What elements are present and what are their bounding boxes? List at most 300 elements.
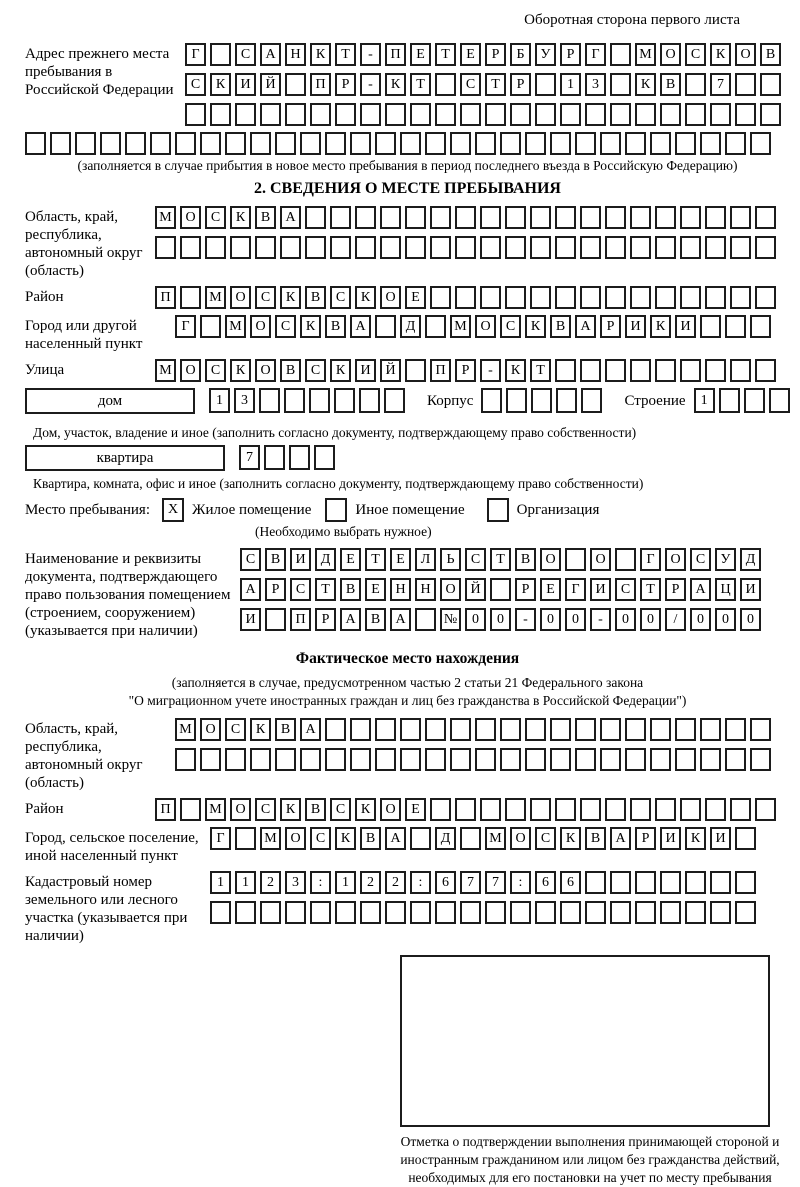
char-cell[interactable]: Р <box>315 608 336 631</box>
char-cell[interactable] <box>505 236 526 259</box>
char-cell[interactable]: О <box>665 548 686 571</box>
char-cell[interactable]: В <box>550 315 571 338</box>
char-cell[interactable]: Р <box>510 73 531 96</box>
char-cell[interactable] <box>500 748 521 771</box>
char-cell[interactable] <box>480 206 501 229</box>
char-cell[interactable] <box>505 206 526 229</box>
char-cell[interactable]: М <box>155 206 176 229</box>
char-cell[interactable]: 1 <box>210 871 231 894</box>
char-cell[interactable]: О <box>230 798 251 821</box>
char-cell[interactable] <box>410 103 431 126</box>
char-cell[interactable] <box>550 132 571 155</box>
char-cell[interactable]: А <box>390 608 411 631</box>
char-cell[interactable] <box>605 798 626 821</box>
char-cell[interactable]: О <box>200 718 221 741</box>
char-cell[interactable]: К <box>710 43 731 66</box>
char-cell[interactable]: С <box>330 286 351 309</box>
char-cell[interactable]: Е <box>405 286 426 309</box>
char-cell[interactable]: К <box>230 359 251 382</box>
char-cell[interactable]: Е <box>405 798 426 821</box>
char-cell[interactable] <box>275 748 296 771</box>
char-cell[interactable] <box>265 608 286 631</box>
char-cell[interactable] <box>180 798 201 821</box>
char-cell[interactable] <box>580 286 601 309</box>
char-cell[interactable]: Т <box>530 359 551 382</box>
char-cell[interactable]: К <box>355 798 376 821</box>
char-cell[interactable] <box>435 901 456 924</box>
char-cell[interactable]: О <box>180 206 201 229</box>
char-cell[interactable]: И <box>625 315 646 338</box>
checkbox-zhiloe[interactable]: X <box>162 498 184 522</box>
char-cell[interactable] <box>725 132 746 155</box>
char-cell[interactable] <box>530 798 551 821</box>
char-cell[interactable] <box>334 388 355 413</box>
char-cell[interactable]: П <box>290 608 311 631</box>
char-cell[interactable] <box>730 286 751 309</box>
char-cell[interactable]: В <box>305 286 326 309</box>
char-cell[interactable] <box>430 798 451 821</box>
char-cell[interactable] <box>325 132 346 155</box>
char-cell[interactable] <box>555 286 576 309</box>
char-cell[interactable]: 7 <box>239 445 260 470</box>
char-cell[interactable] <box>275 132 296 155</box>
char-cell[interactable] <box>455 286 476 309</box>
char-cell[interactable] <box>305 206 326 229</box>
char-cell[interactable] <box>350 718 371 741</box>
char-cell[interactable] <box>480 798 501 821</box>
char-cell[interactable] <box>375 748 396 771</box>
char-cell[interactable] <box>235 827 256 850</box>
char-cell[interactable] <box>680 286 701 309</box>
char-cell[interactable] <box>735 871 756 894</box>
char-cell[interactable] <box>50 132 71 155</box>
char-cell[interactable]: М <box>205 286 226 309</box>
char-cell[interactable] <box>405 206 426 229</box>
char-cell[interactable] <box>435 73 456 96</box>
char-cell[interactable]: М <box>260 827 281 850</box>
char-cell[interactable] <box>310 901 331 924</box>
char-cell[interactable]: О <box>510 827 531 850</box>
char-cell[interactable] <box>755 359 776 382</box>
char-cell[interactable] <box>555 236 576 259</box>
char-cell[interactable]: К <box>650 315 671 338</box>
char-cell[interactable] <box>380 236 401 259</box>
char-cell[interactable]: 0 <box>490 608 511 631</box>
char-cell[interactable]: В <box>515 548 536 571</box>
char-cell[interactable] <box>225 748 246 771</box>
char-cell[interactable]: 1 <box>560 73 581 96</box>
char-cell[interactable] <box>455 798 476 821</box>
char-cell[interactable] <box>460 827 481 850</box>
char-cell[interactable]: И <box>675 315 696 338</box>
char-cell[interactable] <box>405 359 426 382</box>
char-cell[interactable] <box>625 132 646 155</box>
char-cell[interactable]: П <box>155 798 176 821</box>
char-cell[interactable] <box>655 798 676 821</box>
char-cell[interactable]: А <box>385 827 406 850</box>
char-cell[interactable]: М <box>450 315 471 338</box>
char-cell[interactable]: 6 <box>560 871 581 894</box>
char-cell[interactable] <box>555 206 576 229</box>
char-cell[interactable] <box>255 236 276 259</box>
char-cell[interactable] <box>560 901 581 924</box>
char-cell[interactable]: Е <box>460 43 481 66</box>
char-cell[interactable] <box>685 901 706 924</box>
char-cell[interactable] <box>385 901 406 924</box>
char-cell[interactable] <box>410 901 431 924</box>
char-cell[interactable] <box>155 236 176 259</box>
char-cell[interactable]: 0 <box>540 608 561 631</box>
char-cell[interactable] <box>280 236 301 259</box>
char-cell[interactable] <box>680 206 701 229</box>
char-cell[interactable]: П <box>310 73 331 96</box>
char-cell[interactable] <box>485 901 506 924</box>
char-cell[interactable]: 3 <box>234 388 255 413</box>
char-cell[interactable]: И <box>590 578 611 601</box>
char-cell[interactable] <box>735 103 756 126</box>
char-cell[interactable]: Е <box>340 548 361 571</box>
char-cell[interactable] <box>380 206 401 229</box>
char-cell[interactable]: 7 <box>460 871 481 894</box>
char-cell[interactable] <box>660 871 681 894</box>
char-cell[interactable]: С <box>205 206 226 229</box>
char-cell[interactable] <box>359 388 380 413</box>
char-cell[interactable] <box>360 103 381 126</box>
char-cell[interactable] <box>555 798 576 821</box>
char-cell[interactable] <box>250 132 271 155</box>
char-cell[interactable]: : <box>510 871 531 894</box>
char-cell[interactable]: О <box>255 359 276 382</box>
char-cell[interactable] <box>575 748 596 771</box>
char-cell[interactable] <box>560 103 581 126</box>
char-cell[interactable] <box>610 103 631 126</box>
char-cell[interactable] <box>400 748 421 771</box>
char-cell[interactable] <box>335 103 356 126</box>
char-cell[interactable]: 6 <box>535 871 556 894</box>
char-cell[interactable] <box>264 445 285 470</box>
char-cell[interactable] <box>760 73 781 96</box>
char-cell[interactable]: Р <box>665 578 686 601</box>
char-cell[interactable]: К <box>330 359 351 382</box>
char-cell[interactable] <box>630 206 651 229</box>
char-cell[interactable]: И <box>710 827 731 850</box>
char-cell[interactable]: С <box>310 827 331 850</box>
char-cell[interactable]: Т <box>335 43 356 66</box>
char-cell[interactable]: Р <box>515 578 536 601</box>
char-cell[interactable] <box>485 103 506 126</box>
char-cell[interactable]: Т <box>435 43 456 66</box>
char-cell[interactable]: - <box>590 608 611 631</box>
char-cell[interactable]: 2 <box>260 871 281 894</box>
char-cell[interactable] <box>685 73 706 96</box>
char-cell[interactable]: П <box>385 43 406 66</box>
char-cell[interactable] <box>200 132 221 155</box>
char-cell[interactable]: 1 <box>335 871 356 894</box>
char-cell[interactable]: А <box>300 718 321 741</box>
char-cell[interactable] <box>510 901 531 924</box>
char-cell[interactable]: М <box>155 359 176 382</box>
char-cell[interactable] <box>535 901 556 924</box>
char-cell[interactable] <box>430 236 451 259</box>
char-cell[interactable] <box>300 748 321 771</box>
char-cell[interactable] <box>350 748 371 771</box>
char-cell[interactable]: С <box>205 359 226 382</box>
char-cell[interactable] <box>635 871 656 894</box>
char-cell[interactable]: М <box>205 798 226 821</box>
char-cell[interactable] <box>610 901 631 924</box>
char-cell[interactable] <box>710 871 731 894</box>
char-cell[interactable]: О <box>180 359 201 382</box>
char-cell[interactable] <box>735 827 756 850</box>
char-cell[interactable]: С <box>465 548 486 571</box>
char-cell[interactable] <box>230 236 251 259</box>
char-cell[interactable] <box>585 103 606 126</box>
char-cell[interactable] <box>719 388 740 413</box>
char-cell[interactable] <box>25 132 46 155</box>
char-cell[interactable]: А <box>260 43 281 66</box>
char-cell[interactable] <box>655 236 676 259</box>
char-cell[interactable] <box>610 73 631 96</box>
char-cell[interactable] <box>400 132 421 155</box>
char-cell[interactable] <box>600 132 621 155</box>
char-cell[interactable]: В <box>265 548 286 571</box>
char-cell[interactable] <box>630 359 651 382</box>
char-cell[interactable]: О <box>475 315 496 338</box>
char-cell[interactable] <box>531 388 552 413</box>
char-cell[interactable]: К <box>335 827 356 850</box>
char-cell[interactable] <box>450 718 471 741</box>
char-cell[interactable] <box>506 388 527 413</box>
char-cell[interactable] <box>750 718 771 741</box>
char-cell[interactable]: О <box>285 827 306 850</box>
char-cell[interactable]: С <box>615 578 636 601</box>
char-cell[interactable] <box>680 236 701 259</box>
char-cell[interactable] <box>425 315 446 338</box>
char-cell[interactable] <box>700 132 721 155</box>
char-cell[interactable]: И <box>240 608 261 631</box>
char-cell[interactable] <box>730 206 751 229</box>
char-cell[interactable] <box>500 132 521 155</box>
char-cell[interactable] <box>605 359 626 382</box>
char-cell[interactable] <box>425 748 446 771</box>
char-cell[interactable]: 1 <box>209 388 230 413</box>
char-cell[interactable] <box>430 206 451 229</box>
char-cell[interactable]: Н <box>390 578 411 601</box>
char-cell[interactable]: В <box>585 827 606 850</box>
char-cell[interactable]: Д <box>400 315 421 338</box>
char-cell[interactable] <box>330 236 351 259</box>
char-cell[interactable]: К <box>685 827 706 850</box>
char-cell[interactable]: 3 <box>585 73 606 96</box>
char-cell[interactable] <box>755 236 776 259</box>
char-cell[interactable]: Т <box>315 578 336 601</box>
char-cell[interactable] <box>760 103 781 126</box>
char-cell[interactable] <box>505 798 526 821</box>
char-cell[interactable] <box>325 748 346 771</box>
char-cell[interactable]: И <box>355 359 376 382</box>
char-cell[interactable] <box>735 73 756 96</box>
char-cell[interactable] <box>755 206 776 229</box>
char-cell[interactable]: 0 <box>465 608 486 631</box>
char-cell[interactable] <box>284 388 305 413</box>
char-cell[interactable]: А <box>280 206 301 229</box>
char-cell[interactable]: К <box>525 315 546 338</box>
char-cell[interactable]: В <box>760 43 781 66</box>
char-cell[interactable]: В <box>305 798 326 821</box>
char-cell[interactable] <box>375 132 396 155</box>
char-cell[interactable] <box>735 901 756 924</box>
char-cell[interactable] <box>455 236 476 259</box>
char-cell[interactable] <box>610 43 631 66</box>
char-cell[interactable]: С <box>185 73 206 96</box>
char-cell[interactable] <box>384 388 405 413</box>
char-cell[interactable]: С <box>535 827 556 850</box>
char-cell[interactable]: И <box>235 73 256 96</box>
char-cell[interactable]: Н <box>415 578 436 601</box>
char-cell[interactable]: К <box>505 359 526 382</box>
char-cell[interactable]: Н <box>285 43 306 66</box>
char-cell[interactable]: Ц <box>715 578 736 601</box>
char-cell[interactable] <box>75 132 96 155</box>
char-cell[interactable] <box>314 445 335 470</box>
char-cell[interactable] <box>210 103 231 126</box>
char-cell[interactable] <box>525 748 546 771</box>
char-cell[interactable] <box>480 236 501 259</box>
char-cell[interactable]: Р <box>265 578 286 601</box>
char-cell[interactable]: - <box>360 43 381 66</box>
char-cell[interactable]: В <box>340 578 361 601</box>
char-cell[interactable] <box>285 73 306 96</box>
char-cell[interactable]: О <box>540 548 561 571</box>
char-cell[interactable] <box>310 103 331 126</box>
checkbox-organizatsiya[interactable] <box>487 498 509 522</box>
char-cell[interactable] <box>600 718 621 741</box>
char-cell[interactable]: О <box>380 798 401 821</box>
char-cell[interactable]: М <box>225 315 246 338</box>
char-cell[interactable] <box>580 798 601 821</box>
char-cell[interactable]: О <box>735 43 756 66</box>
char-cell[interactable]: В <box>325 315 346 338</box>
char-cell[interactable] <box>580 206 601 229</box>
char-cell[interactable] <box>355 236 376 259</box>
char-cell[interactable] <box>625 748 646 771</box>
char-cell[interactable] <box>410 827 431 850</box>
char-cell[interactable] <box>655 359 676 382</box>
char-cell[interactable]: С <box>255 286 276 309</box>
char-cell[interactable]: К <box>250 718 271 741</box>
char-cell[interactable]: В <box>660 73 681 96</box>
char-cell[interactable] <box>259 388 280 413</box>
char-cell[interactable]: В <box>365 608 386 631</box>
char-cell[interactable]: С <box>330 798 351 821</box>
char-cell[interactable]: 3 <box>285 871 306 894</box>
char-cell[interactable]: С <box>225 718 246 741</box>
char-cell[interactable] <box>705 206 726 229</box>
char-cell[interactable] <box>675 132 696 155</box>
char-cell[interactable]: К <box>355 286 376 309</box>
char-cell[interactable] <box>200 748 221 771</box>
char-cell[interactable] <box>305 236 326 259</box>
char-cell[interactable] <box>630 798 651 821</box>
char-cell[interactable]: К <box>635 73 656 96</box>
char-cell[interactable] <box>725 718 746 741</box>
char-cell[interactable] <box>575 718 596 741</box>
char-cell[interactable] <box>700 748 721 771</box>
char-cell[interactable]: - <box>360 73 381 96</box>
char-cell[interactable] <box>510 103 531 126</box>
char-cell[interactable] <box>125 132 146 155</box>
char-cell[interactable]: Г <box>185 43 206 66</box>
char-cell[interactable]: : <box>410 871 431 894</box>
char-cell[interactable] <box>355 206 376 229</box>
char-cell[interactable] <box>710 103 731 126</box>
char-cell[interactable]: Г <box>175 315 196 338</box>
char-cell[interactable]: И <box>290 548 311 571</box>
char-cell[interactable]: Т <box>365 548 386 571</box>
char-cell[interactable]: : <box>310 871 331 894</box>
char-cell[interactable] <box>750 132 771 155</box>
char-cell[interactable]: С <box>240 548 261 571</box>
char-cell[interactable]: К <box>560 827 581 850</box>
char-cell[interactable] <box>730 798 751 821</box>
char-cell[interactable]: 7 <box>485 871 506 894</box>
char-cell[interactable] <box>289 445 310 470</box>
char-cell[interactable]: 1 <box>694 388 715 413</box>
char-cell[interactable]: 0 <box>640 608 661 631</box>
char-cell[interactable]: К <box>310 43 331 66</box>
char-cell[interactable] <box>525 132 546 155</box>
char-cell[interactable] <box>750 315 771 338</box>
char-cell[interactable] <box>685 103 706 126</box>
char-cell[interactable]: В <box>255 206 276 229</box>
char-cell[interactable] <box>205 236 226 259</box>
char-cell[interactable]: А <box>350 315 371 338</box>
char-cell[interactable] <box>610 871 631 894</box>
char-cell[interactable]: Р <box>560 43 581 66</box>
char-cell[interactable]: К <box>210 73 231 96</box>
char-cell[interactable]: Ь <box>440 548 461 571</box>
char-cell[interactable]: А <box>340 608 361 631</box>
char-cell[interactable]: Г <box>640 548 661 571</box>
char-cell[interactable]: 0 <box>615 608 636 631</box>
char-cell[interactable] <box>235 103 256 126</box>
char-cell[interactable] <box>769 388 790 413</box>
char-cell[interactable] <box>625 718 646 741</box>
char-cell[interactable]: С <box>460 73 481 96</box>
char-cell[interactable] <box>680 359 701 382</box>
char-cell[interactable] <box>475 718 496 741</box>
char-cell[interactable] <box>360 901 381 924</box>
char-cell[interactable]: - <box>480 359 501 382</box>
char-cell[interactable]: О <box>250 315 271 338</box>
char-cell[interactable] <box>250 748 271 771</box>
char-cell[interactable] <box>705 236 726 259</box>
char-cell[interactable]: В <box>275 718 296 741</box>
char-cell[interactable] <box>630 236 651 259</box>
char-cell[interactable]: 1 <box>235 871 256 894</box>
char-cell[interactable] <box>300 132 321 155</box>
char-cell[interactable]: М <box>635 43 656 66</box>
char-cell[interactable]: А <box>610 827 631 850</box>
char-cell[interactable] <box>580 236 601 259</box>
char-cell[interactable]: У <box>535 43 556 66</box>
char-cell[interactable] <box>530 206 551 229</box>
char-cell[interactable] <box>535 103 556 126</box>
char-cell[interactable] <box>525 718 546 741</box>
char-cell[interactable]: М <box>485 827 506 850</box>
char-cell[interactable] <box>480 286 501 309</box>
char-cell[interactable] <box>725 315 746 338</box>
